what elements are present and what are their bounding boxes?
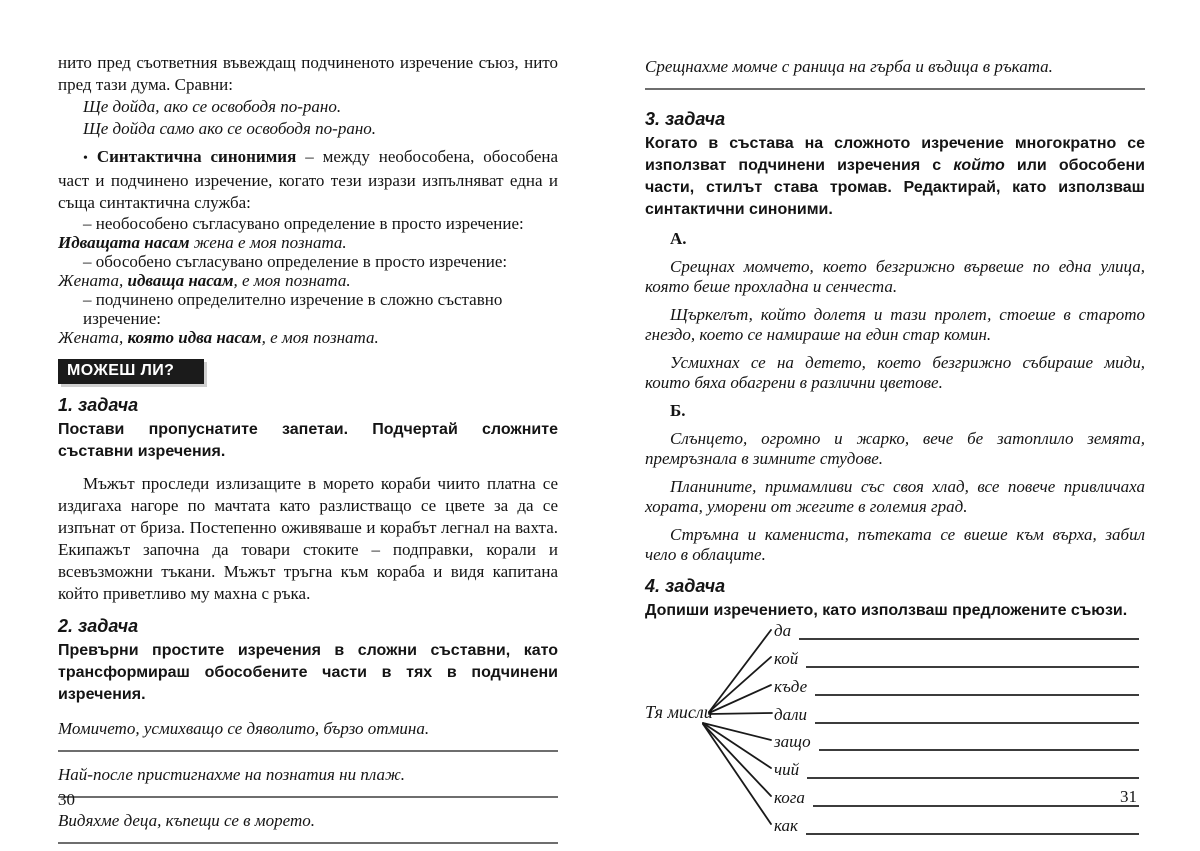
conjunction-word: да [774,621,792,640]
section-b-sentence: Слънцето, огромно и жарко, вече бе затоплило земята, премръзнала в зимните студове. [645,429,1145,468]
diagram-stem: Тя мисли [645,702,713,722]
example-text: Жената, [58,328,128,347]
conjunction-word: къде [774,677,808,696]
definition-type-label: – необособено съгласувано определение в просто изречение: [83,214,524,233]
section-b-label: Б. [670,401,686,420]
task2-carryover-sentence: Срещнахме момче с раница на гърба и въдица в ръката. [645,57,1053,76]
example-text: Жената, [58,271,128,290]
answer-blank-line [58,796,558,798]
conjunction-row [774,757,1139,779]
write-in-blank [806,830,1139,835]
example-text: , е моя позната. [261,328,379,347]
task3-keyword: който [953,157,1005,174]
synonymy-definition [58,146,558,214]
conjunction-row [774,813,1139,835]
task2-description: Превърни простите изречения в сложни съставни, като трансформираш обособените части в тях в подчинени изречения. [58,642,558,703]
conjunction-word: дали [774,705,808,724]
conjunction-row [774,702,1139,724]
conjunction-row [774,729,1139,751]
answer-blank-line [58,750,558,752]
task4-title: 4. задача [645,576,726,596]
task1-description: Постави пропуснатите запетаи. Подчертай сложните съставни изречения. [58,421,558,460]
example-text: , е моя позната. [233,271,351,290]
task3-title: 3. задача [645,109,726,129]
task2-title: 2. задача [58,616,139,636]
definition-item [58,290,558,347]
answer-blank-line [58,842,558,844]
definition-type-label: – подчинено определително изречение в сложно съставно изречение: [83,290,503,328]
example-bold-fragment: идваща насам [127,271,234,290]
conjunction-row [774,674,1139,696]
can-you-banner: МОЖЕШ ЛИ? [58,359,204,384]
task1-title: 1. задача [58,395,139,415]
definition-item [58,214,558,252]
write-in-blank [819,746,1139,751]
example-text: жена е моя позната. [189,233,347,252]
task3-description-text: или обособени части, стилът става тромав. Редактирай, като използваш синтактични синоними. [645,157,1145,218]
answer-blank-line [645,88,1145,90]
conjunction-row [774,618,1139,640]
task1-exercise-text: Мъжът проследи излизащите в морето кораби чиито платна се издигаха нагоре по мачтата като разлистващо се цвете за да се изпънат от бриза. Постепенно оживяваше и корабът легнал на вахта. Екипажът започна да товари стоките – подправки, корали и всевъзможни тъкани. Мъжът тръгна към кораба и видя капитана който приветливо му махна с ръка. [58,474,558,603]
intro-example-sentence: Ще дойда само ако се освободя по-рано. [83,119,377,138]
conjunction-word: чий [774,760,800,779]
page-number-left: 30 [58,790,75,809]
conjunction-word: кой [774,649,799,668]
conjunction-word: защо [774,732,811,751]
example-bold-fragment: която идва насам [127,328,262,347]
definition-item [58,252,558,290]
task3-description [645,133,1145,221]
conjunction-row [774,785,1139,807]
section-a-sentence: Срещнах момчето, което безгрижно вървеше по една улица, която беше прохладна и сенчеста. [645,257,1145,296]
write-in-blank [815,691,1139,696]
intro-paragraph: нито пред съответния въвеждащ подчиненото изречение съюз, нито пред тази дума. Сравни: [58,53,558,94]
bullet-icon: • [83,151,88,166]
task3-description-text: Когато в състава на сложното изречение многократно се използват подчинени изречения с [645,135,1145,174]
page-number-right: 31 [1120,787,1137,806]
example-bold-fragment: Идващата насам [58,233,190,252]
write-in-blank [813,802,1139,807]
conjunction-word: как [774,816,798,835]
section-b-sentence: Стръмна и камениста, пътеката се виеше към върха, забил чело в облаците. [645,525,1145,564]
definition-example [58,233,558,252]
section-a-sentence: Щъркелът, който долетя и тази пролет, стоеше в старото гнездо, което се намираше на един стар комин. [645,305,1145,344]
task4-description: Допиши изречението, като използваш предложените съюзи. [645,602,1128,619]
conjunction-fan-diagram [645,621,1145,844]
conjunction-row [774,646,1139,668]
write-in-blank [799,635,1139,640]
conjunction-word: кога [774,788,805,807]
write-in-blank [815,719,1139,724]
definition-example [58,271,558,290]
write-in-blank [806,663,1139,668]
task2-sentence: Видяхме деца, къпещи се в морето. [58,811,315,830]
task2-sentence: Най-после пристигнахме на познатия ни плаж. [58,765,406,784]
page-left [58,52,558,844]
page-right [645,50,1145,844]
intro-example-sentence: Ще дойда, ако се освободя по-рано. [83,97,342,116]
definition-type-label: – обособено съгласувано определение в просто изречение: [83,252,508,271]
synonymy-definition-text: – между необособена, обособена част и подчинено изречение, когато тези изрази изпълняват една и съща синтактична служба: [58,147,559,212]
section-a-label: А. [670,229,687,248]
write-in-blank [807,774,1139,779]
section-a-sentence: Усмихнах се на детето, което безгрижно събираше миди, които бяха обагрени в различни цветове. [645,353,1145,392]
section-b-sentence: Планините, примамливи със своя хлад, все повече привличаха хората, уморени от жегите в големия град. [645,477,1145,516]
task2-sentence: Момичето, усмихващо се дяволито, бързо отмина. [58,719,430,738]
definition-example [58,328,558,347]
synonymy-term: Синтактична синонимия [96,147,297,166]
